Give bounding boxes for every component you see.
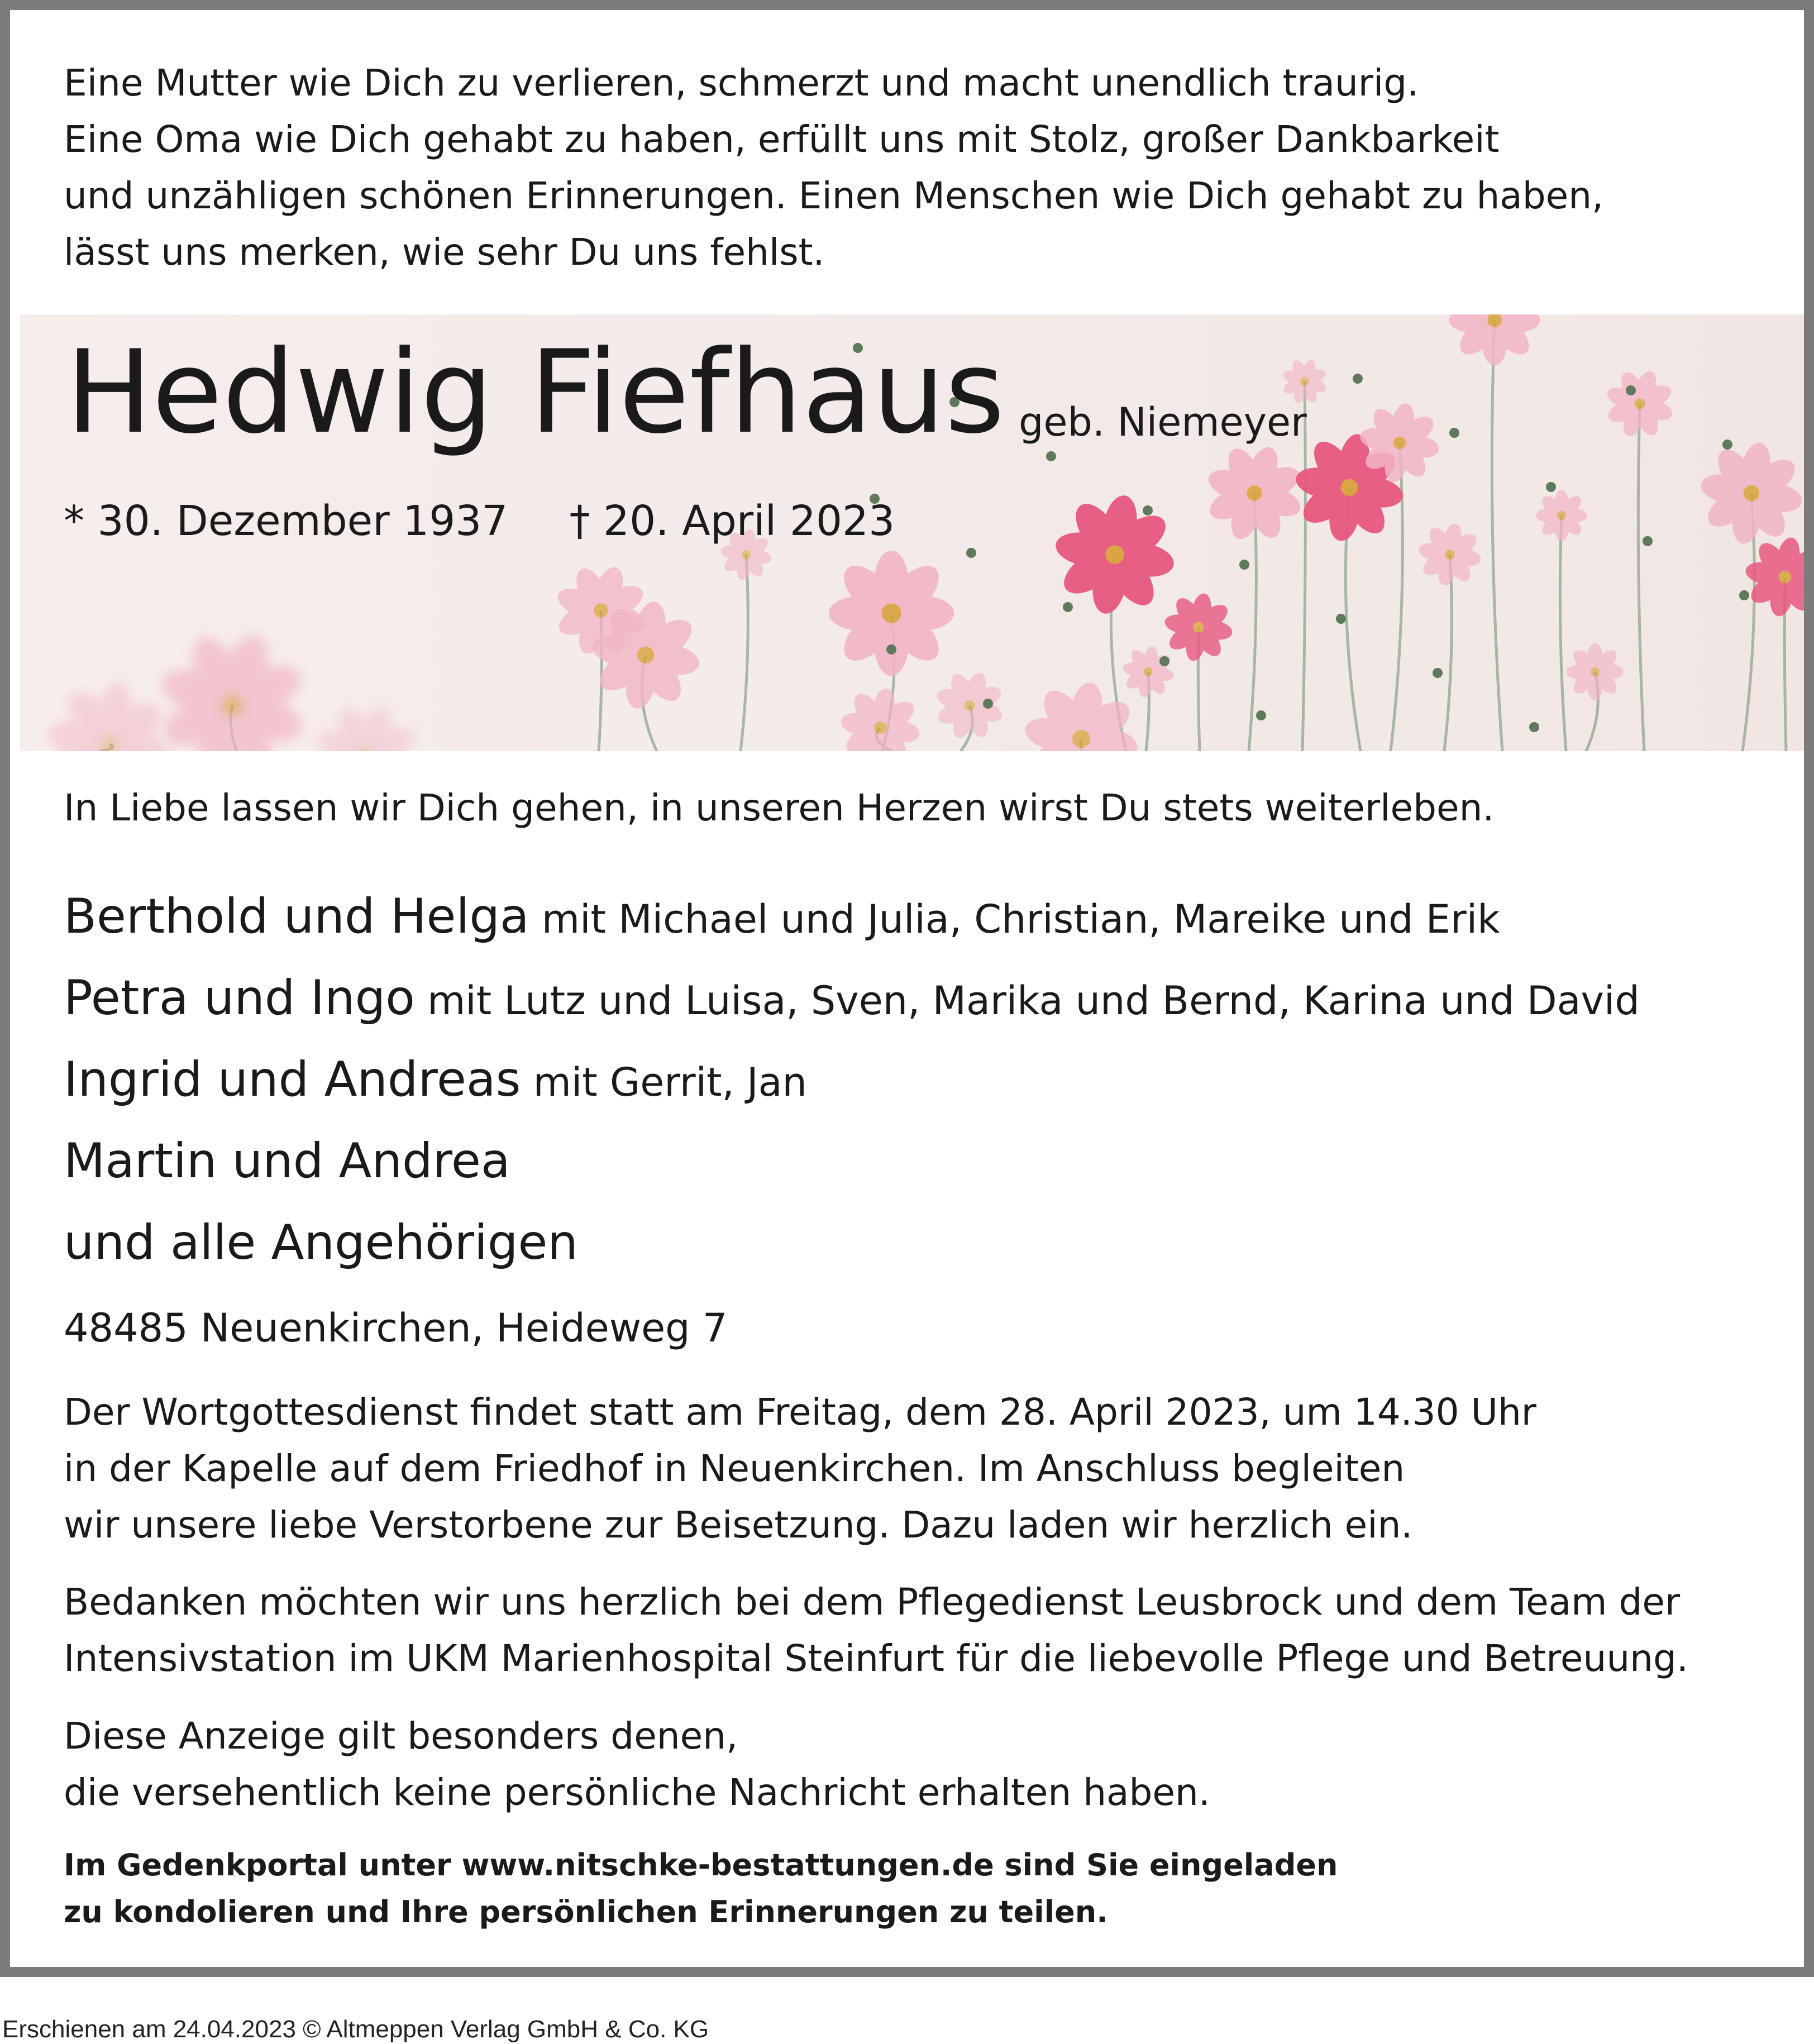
flower-bud (1529, 722, 1539, 732)
mourner-row (64, 1202, 1640, 1283)
flower-bud (1433, 668, 1443, 678)
remark-line: die versehentlich keine persönliche Nachricht erhalten haben. (64, 1771, 1210, 1814)
cosmos-flower (829, 551, 954, 676)
birth-name: geb. Niemeyer (1019, 399, 1307, 445)
intro-verse (64, 55, 1603, 280)
mourner-names: Martin und Andrea (64, 1133, 510, 1189)
flower-bud (1239, 560, 1249, 570)
thanks-line: Intensivstation im UKM Marienhospital Steinfurt für die liebevolle Pflege und Betreuung. (64, 1637, 1688, 1680)
portal-line: zu kondolieren und Ihre persönlichen Erinnerungen zu teilen. (64, 1894, 1108, 1930)
birth-date: * 30. Dezember 1937 (64, 497, 508, 545)
flower-bud (1739, 590, 1749, 600)
service-line: wir unsere liebe Verstorbene zur Beisetzung. Dazu laden wir herzlich ein. (64, 1503, 1413, 1546)
service-line: Der Wortgottesdienst findet statt am Freitag, dem 28. April 2023, um 14.30 Uhr (64, 1391, 1536, 1434)
flower-bud (1256, 710, 1266, 720)
flower-bud (1336, 614, 1346, 624)
mourner-names: Berthold und Helga (64, 889, 529, 944)
flower-bud (1449, 428, 1459, 438)
flower-bud (1143, 505, 1153, 515)
mourner-children: mit Michael und Julia, Christian, Mareike und Erik (529, 896, 1500, 942)
publication-footer: Erschienen am 24.04.2023 © Altmeppen Verlag GmbH & Co. KG (2, 2016, 709, 2043)
mourner-children: mit Gerrit, Jan (521, 1059, 807, 1105)
motto: In Liebe lassen wir Dich gehen, in unseren Herzen wirst Du stets weiterleben. (64, 786, 1495, 829)
cosmos-flower (1536, 490, 1587, 541)
service-info (64, 1384, 1536, 1553)
flower-bud (1353, 374, 1363, 384)
flower-bud (1063, 602, 1073, 612)
intro-line: Eine Oma wie Dich gehabt zu haben, erfüllt uns mit Stolz, großer Dankbarkeit (64, 118, 1500, 161)
mourner-names: Petra und Ingo (64, 970, 415, 1026)
memorial-portal-note (64, 1842, 1338, 1936)
mourner-names: und alle Angehörigen (64, 1215, 578, 1271)
notice-remark (64, 1708, 1210, 1821)
thanks-text (64, 1574, 1688, 1687)
flower-bud (1626, 385, 1636, 395)
death-date: † 20. April 2023 (569, 497, 895, 545)
mourners-list (64, 876, 1640, 1283)
mourner-row (64, 957, 1640, 1039)
portal-line: Im Gedenkportal unter www.nitschke-bestattungen.de sind Sie eingeladen (64, 1847, 1338, 1883)
flower-bud (1159, 656, 1169, 666)
flower-bud (966, 548, 976, 558)
deceased-name: Hedwig Fiefhaus (66, 326, 1005, 459)
intro-line: Eine Mutter wie Dich zu verlieren, schmerzt und macht unendlich traurig. (64, 61, 1419, 104)
intro-line: lässt uns merken, wie sehr Du uns fehlst. (64, 231, 825, 274)
mourner-row (64, 1039, 1640, 1120)
thanks-line: Bedanken möchten wir uns herzlich bei dem Pflegedienst Leusbrock und dem Team der (64, 1580, 1681, 1623)
life-dates (64, 490, 895, 552)
cosmos-flower (1567, 643, 1624, 700)
remark-line: Diese Anzeige gilt besonders denen, (64, 1715, 738, 1758)
flower-bud (1643, 536, 1653, 546)
flower-bud (1722, 440, 1732, 450)
mourner-children: mit Lutz und Luisa, Sven, Marika und Bernd, Karina und David (414, 978, 1640, 1024)
service-line: in der Kapelle auf dem Friedhof in Neuenkirchen. Im Anschluss begleiten (64, 1447, 1405, 1490)
mourner-names: Ingrid und Andreas (64, 1052, 521, 1107)
address: 48485 Neuenkirchen, Heideweg 7 (64, 1305, 728, 1351)
intro-line: und unzähligen schönen Erinnerungen. Einen Menschen wie Dich gehabt zu haben, (64, 174, 1604, 217)
flower-bud (886, 644, 896, 655)
flower-bud (1046, 451, 1056, 461)
flower-bud (983, 699, 993, 709)
flower-bud (1546, 482, 1556, 492)
mourner-row (64, 1120, 1640, 1202)
mourner-row (64, 876, 1640, 957)
